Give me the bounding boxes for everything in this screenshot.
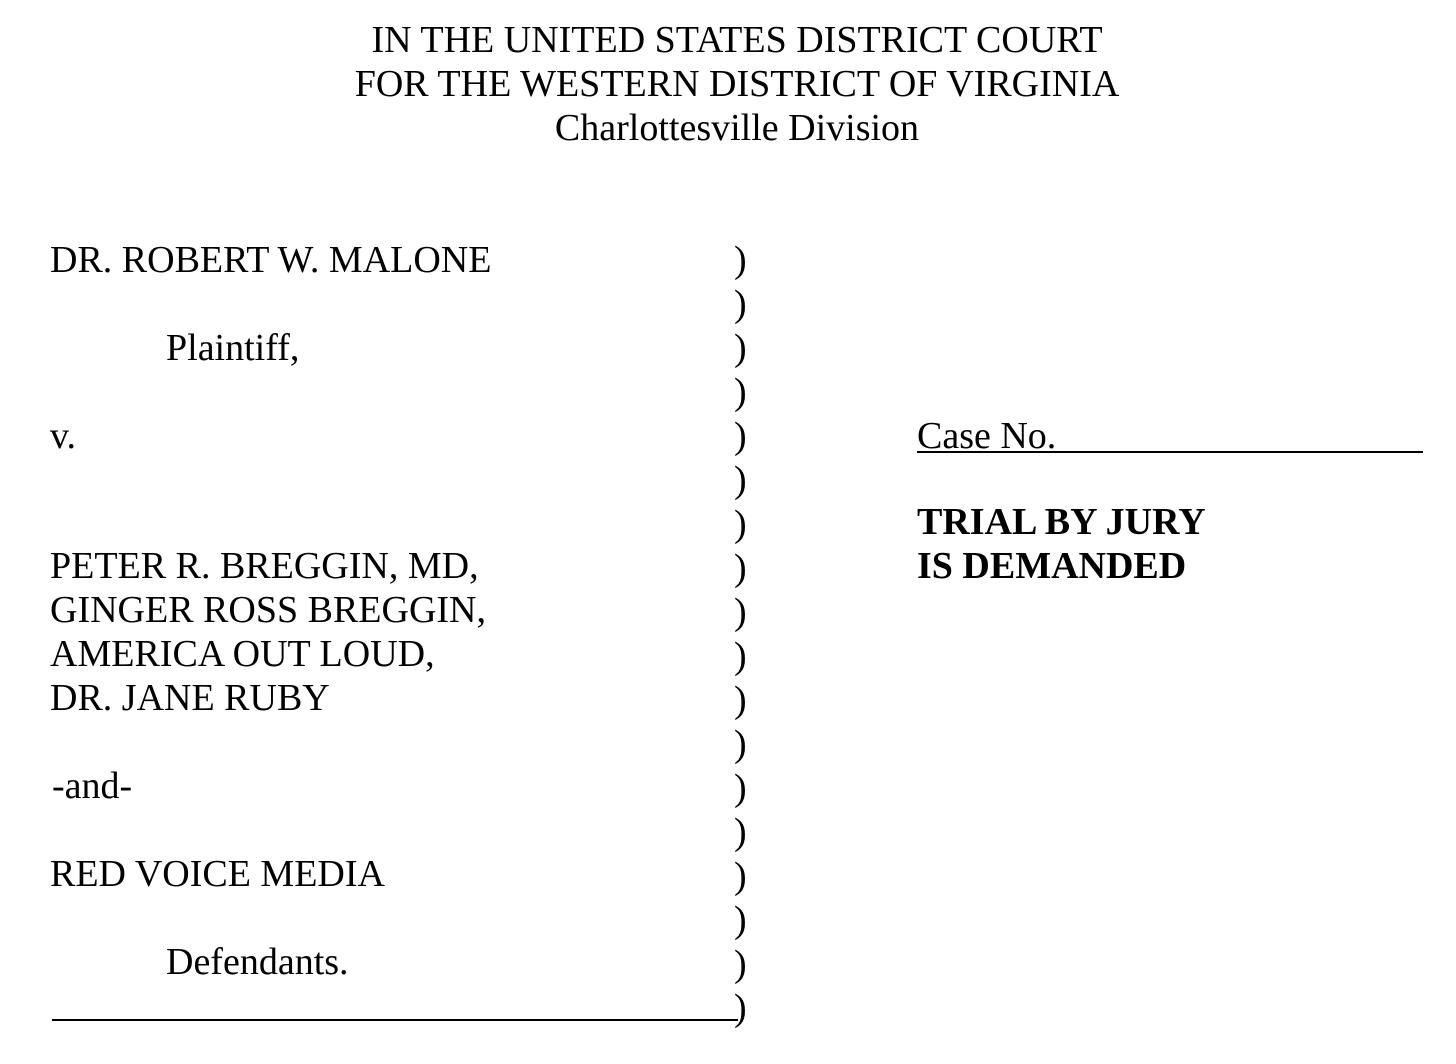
defendant-2: GINGER ROSS BREGGIN, [50,589,486,631]
jury-demand-line-2: IS DEMANDED [917,545,1187,587]
caption-paren: ) [734,811,747,853]
court-division: Charlottesville Division [554,107,920,149]
caption-paren: ) [734,283,747,325]
defendants-label: Defendants. [166,941,349,983]
jury-demand [917,500,1206,588]
court-district: FOR THE WESTERN DISTRICT OF VIRGINIA [354,63,1120,105]
conjunction-and: -and- [52,765,133,807]
case-number-blank [1057,451,1423,453]
case-number-label-underline [917,451,1057,453]
court-name: IN THE UNITED STATES DISTRICT COURT [371,19,1103,61]
caption-paren: ) [734,855,747,897]
caption-paren: ) [734,239,747,281]
caption-paren: ) [734,459,747,501]
caption-paren: ) [734,327,747,369]
caption-paren: ) [734,635,747,677]
caption-paren: ) [734,503,747,545]
caption-paren: ) [734,987,747,1029]
plaintiff-name: DR. ROBERT W. MALONE [50,239,492,281]
caption-paren-column [734,238,764,1030]
caption-paren: ) [734,899,747,941]
caption-paren: ) [734,547,747,589]
plaintiff-label: Plaintiff, [166,327,300,369]
defendant-5: RED VOICE MEDIA [50,853,385,895]
versus: v. [50,415,77,457]
caption-paren: ) [734,415,747,457]
caption-paren: ) [734,371,747,413]
caption-paren: ) [734,723,747,765]
court-header [0,18,1456,150]
case-number-label: Case No. [917,415,1057,457]
caption-paren: ) [734,591,747,633]
jury-demand-line-1: TRIAL BY JURY [917,501,1206,543]
caption-paren: ) [734,767,747,809]
defendant-1: PETER R. BREGGIN, MD, [50,545,479,587]
defendant-4: DR. JANE RUBY [50,677,330,719]
caption-paren: ) [734,679,747,721]
caption-paren: ) [734,943,747,985]
defendant-3: AMERICA OUT LOUD, [50,633,435,675]
caption-bottom-rule [52,1019,738,1021]
